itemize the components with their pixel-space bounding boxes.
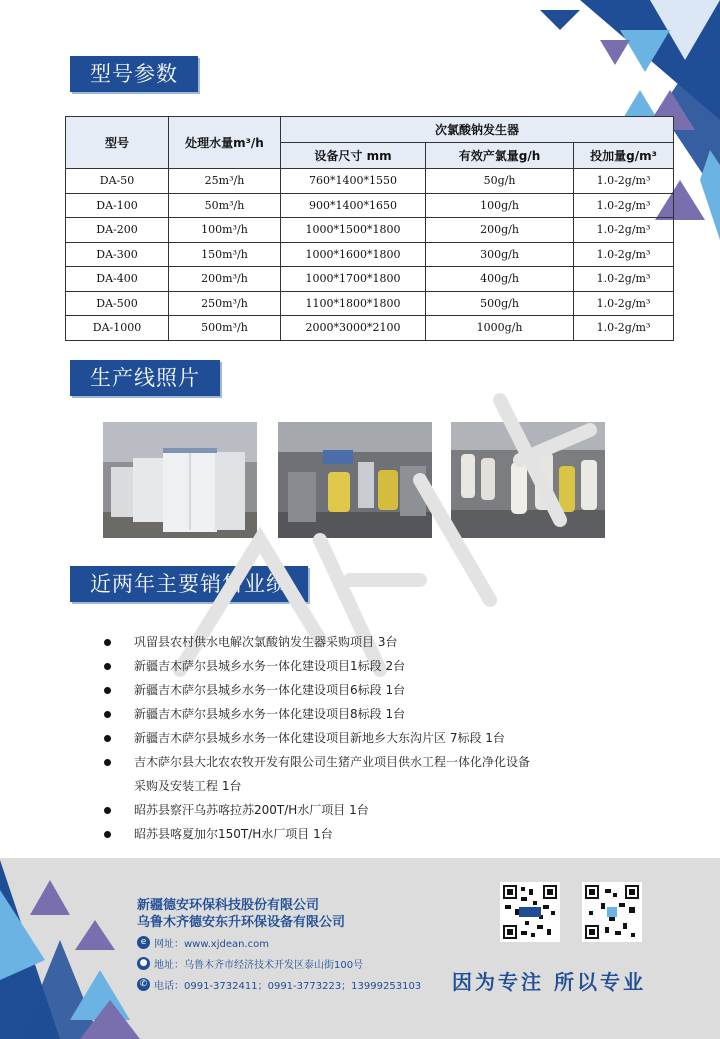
phone-icon: ✆ bbox=[137, 978, 150, 991]
table-row bbox=[66, 218, 674, 243]
header-model: 型号 bbox=[66, 117, 169, 169]
cell-chlorine: 50g/h bbox=[426, 169, 574, 194]
header-capacity: 处理水量m³/h bbox=[169, 117, 281, 169]
header-size: 设备尺寸 mm bbox=[281, 143, 426, 169]
list-item-text: 新疆吉木萨尔县城乡水务一体化建设项目8标段 1台 bbox=[134, 707, 406, 721]
cell-size: 900*1400*1650 bbox=[281, 193, 426, 218]
header-chlorine: 有效产氯量g/h bbox=[426, 143, 574, 169]
cell-size: 1000*1700*1800 bbox=[281, 267, 426, 292]
list-item bbox=[100, 750, 620, 774]
company-name-1: 新疆德安环保科技股份有限公司 bbox=[137, 898, 320, 913]
cell-chlorine: 100g/h bbox=[426, 193, 574, 218]
cell-capacity: 25m³/h bbox=[169, 169, 281, 194]
company-name-2: 乌鲁木齐德安东升环保设备有限公司 bbox=[137, 915, 346, 930]
header-dosage: 投加量g/m³ bbox=[574, 143, 674, 169]
cell-dosage: 1.0-2g/m³ bbox=[574, 291, 674, 316]
table-row bbox=[66, 316, 674, 341]
cell-capacity: 150m³/h bbox=[169, 242, 281, 267]
cell-size: 1100*1800*1800 bbox=[281, 291, 426, 316]
cell-capacity: 500m³/h bbox=[169, 316, 281, 341]
cell-capacity: 250m³/h bbox=[169, 291, 281, 316]
list-item bbox=[100, 630, 620, 654]
cell-chlorine: 500g/h bbox=[426, 291, 574, 316]
list-item-text: 吉木萨尔县大北农农牧开发有限公司生猪产业项目供水工程一体化净化设备 bbox=[134, 755, 531, 769]
cell-dosage: 1.0-2g/m³ bbox=[574, 193, 674, 218]
list-item bbox=[100, 654, 620, 678]
cell-dosage: 1.0-2g/m³ bbox=[574, 242, 674, 267]
slogan: 因为专注 所以专业 bbox=[452, 970, 646, 994]
production-photo-3 bbox=[451, 422, 605, 538]
list-item-text: 昭苏县喀夏加尔150T/H水厂项目 1台 bbox=[134, 827, 333, 841]
bullet-icon bbox=[104, 759, 111, 766]
cell-model: DA-100 bbox=[66, 193, 169, 218]
list-item-text: 昭苏县察汗乌苏喀拉苏200T/H水厂项目 1台 bbox=[134, 803, 369, 817]
cell-model: DA-1000 bbox=[66, 316, 169, 341]
qr-code-2 bbox=[582, 882, 642, 942]
table-row bbox=[66, 169, 674, 194]
cell-model: DA-500 bbox=[66, 291, 169, 316]
table-row bbox=[66, 193, 674, 218]
list-item-text: 新疆吉木萨尔县城乡水务一体化建设项目1标段 2台 bbox=[134, 659, 406, 673]
cell-size: 2000*3000*2100 bbox=[281, 316, 426, 341]
cell-size: 1000*1600*1800 bbox=[281, 242, 426, 267]
list-item bbox=[100, 678, 620, 702]
website-text: 网址：www.xjdean.com bbox=[154, 939, 269, 950]
corner-decoration-bottom bbox=[0, 820, 140, 1039]
cell-capacity: 200m³/h bbox=[169, 267, 281, 292]
website-line[interactable] bbox=[137, 935, 269, 950]
cell-capacity: 50m³/h bbox=[169, 193, 281, 218]
list-item-text: 新疆吉木萨尔县城乡水务一体化建设项目6标段 1台 bbox=[134, 683, 406, 697]
table-row bbox=[66, 267, 674, 292]
bullet-icon bbox=[104, 807, 111, 814]
bullet-icon bbox=[104, 639, 111, 646]
cell-dosage: 1.0-2g/m³ bbox=[574, 267, 674, 292]
phone-text: 电话：0991-3732411；0991-3773223；13999253103 bbox=[154, 981, 422, 992]
production-photo-1 bbox=[103, 422, 257, 538]
list-item-continuation bbox=[100, 774, 620, 798]
sales-list bbox=[100, 630, 620, 846]
cell-size: 1000*1500*1800 bbox=[281, 218, 426, 243]
bullet-icon bbox=[104, 687, 111, 694]
address-text: 地址：乌鲁木齐市经济技术开发区泰山街100号 bbox=[154, 960, 364, 971]
qr-code-1 bbox=[500, 882, 560, 942]
list-item-text: 新疆吉木萨尔县城乡水务一体化建设项目新地乡大东沟片区 7标段 1台 bbox=[134, 731, 505, 745]
phone-line bbox=[137, 977, 421, 992]
cell-model: DA-400 bbox=[66, 267, 169, 292]
location-icon: ● bbox=[137, 957, 150, 970]
cell-size: 760*1400*1550 bbox=[281, 169, 426, 194]
cell-model: DA-50 bbox=[66, 169, 169, 194]
list-item bbox=[100, 702, 620, 726]
list-item bbox=[100, 798, 620, 822]
list-item bbox=[100, 822, 620, 846]
cell-capacity: 100m³/h bbox=[169, 218, 281, 243]
list-item-text: 巩留县农村供水电解次氯酸钠发生器采购项目 3台 bbox=[134, 635, 398, 649]
cell-model: DA-300 bbox=[66, 242, 169, 267]
spec-table bbox=[65, 116, 674, 341]
bullet-icon bbox=[104, 711, 111, 718]
production-photo-2 bbox=[278, 422, 432, 538]
cell-chlorine: 200g/h bbox=[426, 218, 574, 243]
table-row bbox=[66, 291, 674, 316]
list-item-text: 采购及安装工程 1台 bbox=[134, 779, 242, 793]
bullet-icon bbox=[104, 735, 111, 742]
cell-chlorine: 300g/h bbox=[426, 242, 574, 267]
sales-section-title: 近两年主要销售业绩 bbox=[70, 566, 308, 602]
cell-chlorine: 400g/h bbox=[426, 267, 574, 292]
list-item bbox=[100, 726, 620, 750]
spec-section-title: 型号参数 bbox=[70, 56, 198, 92]
cell-chlorine: 1000g/h bbox=[426, 316, 574, 341]
address-line bbox=[137, 956, 363, 971]
header-group: 次氯酸钠发生器 bbox=[281, 117, 674, 143]
cell-model: DA-200 bbox=[66, 218, 169, 243]
web-icon: e bbox=[137, 936, 150, 949]
cell-dosage: 1.0-2g/m³ bbox=[574, 169, 674, 194]
cell-dosage: 1.0-2g/m³ bbox=[574, 218, 674, 243]
table-row bbox=[66, 242, 674, 267]
cell-dosage: 1.0-2g/m³ bbox=[574, 316, 674, 341]
bullet-icon bbox=[104, 663, 111, 670]
photo-section-title: 生产线照片 bbox=[70, 360, 220, 396]
